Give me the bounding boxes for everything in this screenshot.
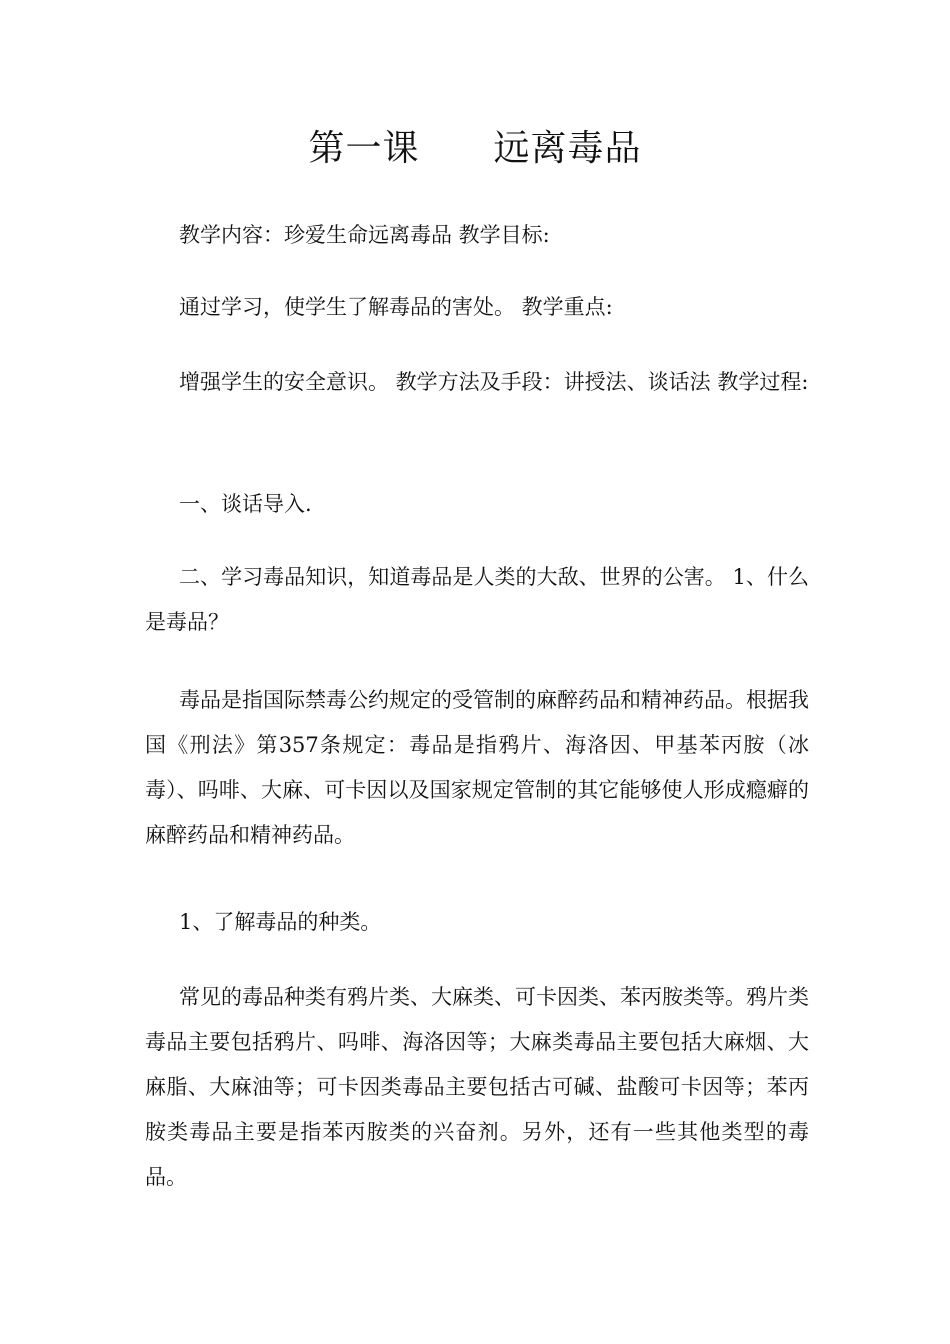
section-knowledge-heading: 二、学习毒品知识，知道毒品是人类的大敌、世界的公害。 1、什么是毒品？ xyxy=(145,565,809,634)
lesson-title: 第一课 远离毒品 xyxy=(308,128,642,169)
teaching-goal-paragraph: 通过学习，使学生了解毒品的害处。 教学重点: xyxy=(179,295,613,319)
drug-definition-paragraph: 毒品是指国际禁毒公约规定的受管制的麻醉药品和精神药品。根据我国《刑法》第357条规定：毒品是指鸦片、海洛因、甲基苯丙胺（冰毒）、吗啡、大麻、可卡因以及国家规定管制的其它能够使人形成瘾癖的麻醉药品和精神药品。 xyxy=(145,688,809,847)
drug-types-paragraph: 常见的毒品种类有鸦片类、大麻类、可卡因类、苯丙胺类等。鸦片类毒品主要包括鸦片、吗啡、海洛因等；大麻类毒品主要包括大麻烟、大麻脂、大麻油等；可卡因类毒品主要包括古可碱、盐酸可卡因等；苯丙胺类毒品主要是指苯丙胺类的兴奋剂。另外，还有一些其他类型的毒品。 xyxy=(145,985,809,1189)
drug-types-heading: 1、了解毒品的种类。 xyxy=(179,910,382,934)
section-intro-heading: 一、谈话导入. xyxy=(179,492,312,516)
teaching-focus-paragraph: 增强学生的安全意识。 教学方法及手段：讲授法、谈话法 教学过程: xyxy=(179,370,809,394)
teaching-content-paragraph: 教学内容：珍爱生命远离毒品 教学目标: xyxy=(179,223,550,247)
